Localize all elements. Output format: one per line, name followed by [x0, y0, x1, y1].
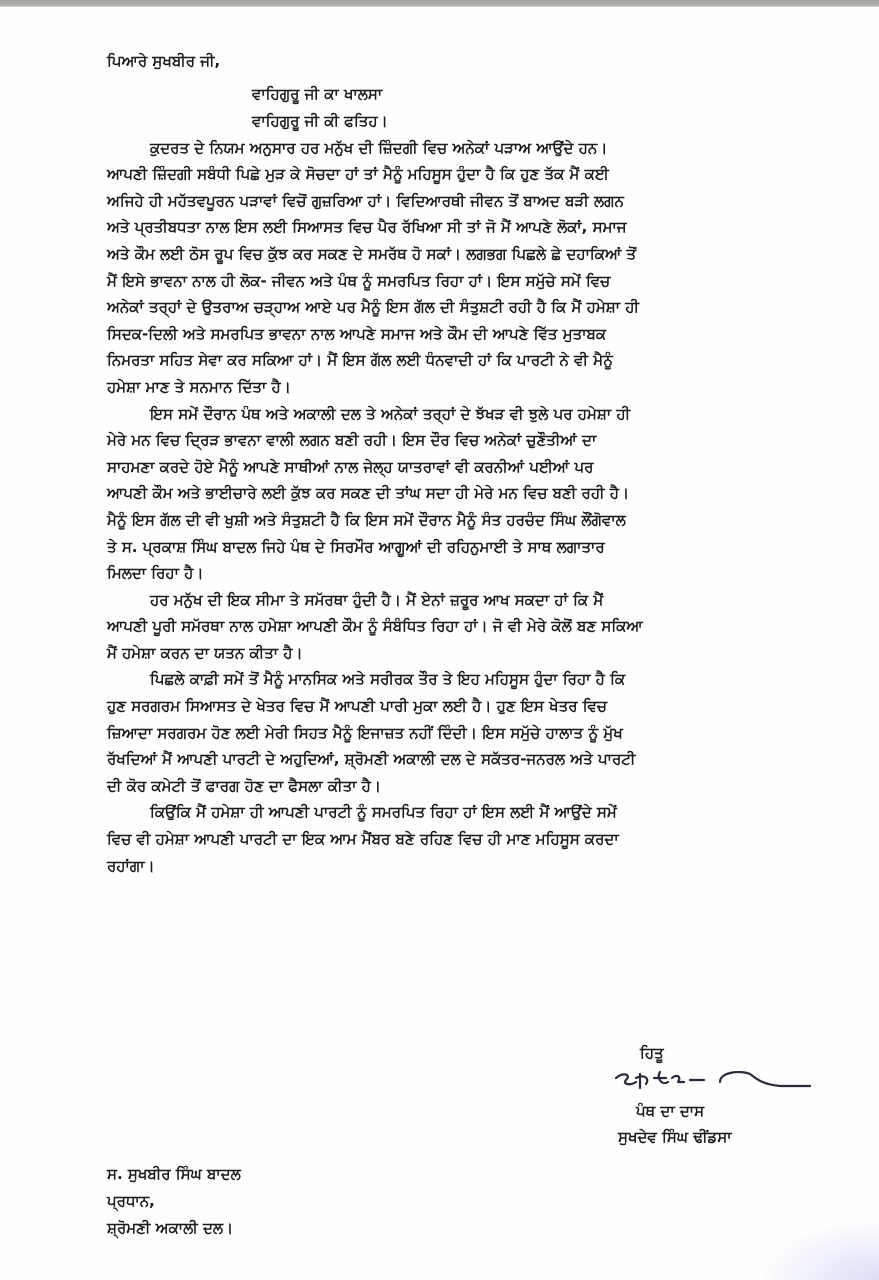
paragraph-line: ਅਤੇ ਕੌਮ ਲਈ ਠੋਸ ਰੂਪ ਵਿਚ ਕੁੱਝ ਕਰ ਸਕਣ ਦੇ ਸਮਰੱਥ ਹੋ ਸਕਾਂ। ਲਗਭਗ ਪਿਛਲੇ ਛੇ ਦਹਾਕਿਆਂ ਤੋਂ	[107, 244, 637, 263]
signatory-name: ਸੁਖਦੇਵ ਸਿੰਘ ਢੀਂਡਸਾ	[618, 1128, 732, 1146]
paragraph-line: ਦੀ ਕੋਰ ਕਮੇਟੀ ਤੋਂ ਫਾਰਗ ਹੋਣ ਦਾ ਫੈਸਲਾ ਕੀਤਾ ਹੈ।	[107, 776, 381, 795]
paragraph-line: ਰਹਾਂਗਾ।	[107, 856, 155, 875]
paragraph-line: ਕਿਉਂਕਿ ਮੈਂ ਹਮੇਸ਼ਾ ਹੀ ਆਪਣੀ ਪਾਰਟੀ ਨੂੰ ਸਮਰਪਿਤ ਰਿਹਾ ਹਾਂ ਇਸ ਲਈ ਮੈਂ ਆਉਂਦੇ ਸਮੇਂ	[150, 803, 617, 822]
paragraph-line: ਸਾਹਮਣਾ ਕਰਦੇ ਹੋਏ ਮੈਨੂੰ ਆਪਣੇ ਸਾਥੀਆਂ ਨਾਲ ਜੇਲ੍ਹ ਯਾਤਰਾਵਾਂ ਵੀ ਕਰਨੀਆਂ ਪਈਆਂ ਪਰ	[107, 457, 594, 476]
paragraph-1	[107, 135, 827, 401]
paragraph-line: ਕੁਦਰਤ ਦੇ ਨਿਯਮ ਅਨੁਸਾਰ ਹਰ ਮਨੁੱਖ ਦੀ ਜ਼ਿੰਦਗੀ ਵਿਚ ਅਨੇਕਾਂ ਪੜਾਅ ਆਉਂਦੇ ਹਨ।	[150, 138, 608, 157]
paragraph-line: ਤੇ ਸ. ਪ੍ਰਕਾਸ਼ ਸਿੰਘ ਬਾਦਲ ਜਿਹੇ ਪੰਥ ਦੇ ਸਿਰਮੌਰ ਆਗੂਆਂ ਦੀ ਰਹਿਨੁਮਾਈ ਤੇ ਸਾਥ ਲਗਾਤਾਰ	[107, 537, 605, 556]
paragraph-line: ਪਿਛਲੇ ਕਾਫ਼ੀ ਸਮੇਂ ਤੋਂ ਮੈਨੂੰ ਮਾਨਸਿਕ ਅਤੇ ਸਰੀਰਕ ਤੌਰ ਤੇ ਇਹ ਮਹਿਸੂਸ ਹੁੰਦਾ ਰਿਹਾ ਹੈ ਕਿ	[150, 670, 626, 689]
paragraph-2	[107, 401, 827, 587]
paragraph-line: ਵਿਚ ਵੀ ਹਮੇਸ਼ਾ ਆਪਣੀ ਪਾਰਟੀ ਦਾ ਇਕ ਆਮ ਮੈਂਬਰ ਬਣੇ ਰਹਿਣ ਵਿਚ ਹੀ ਮਾਣ ਮਹਿਸੂਸ ਕਰਦਾ	[107, 830, 619, 849]
paragraph-3	[107, 587, 827, 667]
paragraph-line: ਮੈਨੂੰ ਇਸ ਗੱਲ ਦੀ ਵੀ ਖੁਸ਼ੀ ਅਤੇ ਸੰਤੁਸ਼ਟੀ ਹੈ ਕਿ ਇਸ ਸਮੇਂ ਦੌਰਾਨ ਮੈਨੂੰ ਸੰਤ ਹਰਚੰਦ ਸਿੰਘ ਲੌਂਗੋਵਾਲ	[107, 510, 626, 529]
paragraph-line: ਮੇਰੇ ਮਨ ਵਿਚ ਦ੍ਰਿੜ ਭਾਵਨਾ ਵਾਲੀ ਲਗਨ ਬਣੀ ਰਹੀ। ਇਸ ਦੌਰ ਵਿਚ ਅਨੇਕਾਂ ਚੁਣੌਤੀਆਂ ਦਾ	[107, 431, 597, 450]
paragraph-line: ਮਿਲਦਾ ਰਿਹਾ ਹੈ।	[107, 564, 204, 583]
addressee-organization: ਸ਼੍ਰੋਮਣੀ ਅਕਾਲੀ ਦਲ।	[107, 1219, 234, 1237]
addressee-name: ਸ. ਸੁਖਬੀਰ ਸਿੰਘ ਬਾਦਲ	[107, 1165, 241, 1183]
signatory-title: ਪੰਥ ਦਾ ਦਾਸ	[636, 1102, 705, 1120]
paragraph-line: ਸਿਦਕ-ਦਿਲੀ ਅਤੇ ਸਮਰਪਿਤ ਭਾਵਨਾ ਨਾਲ ਆਪਣੇ ਸਮਾਜ ਅਤੇ ਕੌਮ ਦੀ ਆਪਣੇ ਵਿੱਤ ਮੁਤਾਬਕ	[107, 324, 607, 343]
paragraph-line: ਹਮੇਸ਼ਾ ਮਾਣ ਤੇ ਸਨਮਾਨ ਦਿੱਤਾ ਹੈ।	[107, 377, 291, 396]
photo-smudge	[759, 1220, 879, 1280]
top-edge-strip	[0, 0, 879, 7]
paragraph-line: ਅਨੇਕਾਂ ਤਰ੍ਹਾਂ ਦੇ ਉਤਰਾਅ ਚੜ੍ਹਾਅ ਆਏ ਪਰ ਮੈਨੂੰ ਇਸ ਗੱਲ ਦੀ ਸੰਤੁਸ਼ਟੀ ਰਹੀ ਹੈ ਕਿ ਮੈਂ ਹਮੇਸ਼ਾ ਹੀ	[107, 298, 639, 317]
paragraph-line: ਅਜਿਹੇ ਹੀ ਮਹੱਤਵਪੂਰਨ ਪੜਾਵਾਂ ਵਿਚੋਂ ਗੁਜ਼ਰਿਆ ਹਾਂ। ਵਿਦਿਆਰਥੀ ਜੀਵਨ ਤੋਂ ਬਾਅਦ ਬੜੀ ਲਗਨ	[107, 191, 624, 210]
paragraph-line: ਮੈਂ ਹਮੇਸ਼ਾ ਕਰਨ ਦਾ ਯਤਨ ਕੀਤਾ ਹੈ।	[107, 643, 303, 662]
salutation: ਪਿਆਰੇ ਸੁਖਬੀਰ ਜੀ,	[107, 52, 221, 70]
paragraph-line: ਨਿਮਰਤਾ ਸਹਿਤ ਸੇਵਾ ਕਰ ਸਕਿਆ ਹਾਂ। ਮੈਂ ਇਸ ਗੱਲ ਲਈ ਧੰਨਵਾਦੀ ਹਾਂ ਕਿ ਪਾਰਟੀ ਨੇ ਵੀ ਮੈਨੂੰ	[107, 351, 613, 370]
addressee-title: ਪ੍ਰਧਾਨ,	[107, 1192, 155, 1210]
letter-body	[107, 48, 827, 879]
paragraph-5	[107, 799, 827, 879]
signature-icon	[610, 1064, 830, 1104]
paragraph-4	[107, 666, 827, 799]
paragraph-line: ਆਪਣੀ ਜ਼ਿੰਦਗੀ ਸਬੰਧੀ ਪਿਛੇ ਮੁੜ ਕੇ ਸੋਚਦਾ ਹਾਂ ਤਾਂ ਮੈਨੂੰ ਮਹਿਸੂਸ ਹੁੰਦਾ ਹੈ ਕਿ ਹੁਣ ਤੱਕ ਮੈਂ ਕਈ	[107, 165, 609, 184]
valediction: ਹਿਤੂ	[640, 1044, 664, 1062]
paragraph-line: ਆਪਣੀ ਪੂਰੀ ਸਮੱਰਥਾ ਨਾਲ ਹਮੇਸ਼ਾ ਆਪਣੀ ਕੌਮ ਨੂੰ ਸੰਬੰਧਿਤ ਰਿਹਾ ਹਾਂ। ਜੋ ਵੀ ਮੇਰੇ ਕੋਲੋਂ ਬਣ ਸਕਿਆ	[107, 617, 643, 636]
addressee-block	[107, 1161, 241, 1242]
paragraph-line: ਇਸ ਸਮੇਂ ਦੌਰਾਨ ਪੰਥ ਅਤੇ ਅਕਾਲੀ ਦਲ ਤੇ ਅਨੇਕਾਂ ਤਰ੍ਹਾਂ ਦੇ ਝੱਖੜ ਵੀ ਝੁਲੇ ਪਰ ਹਮੇਸ਼ਾ ਹੀ	[150, 404, 631, 423]
letter-closing	[618, 1040, 818, 1150]
greeting-line-2: ਵਾਹਿਗੁਰੂ ਜੀ ਕੀ ਫਤਿਹ।	[252, 111, 388, 130]
paragraph-line: ਹੁਣ ਸਰਗਰਮ ਸਿਆਸਤ ਦੇ ਖੇਤਰ ਵਿਚ ਮੈਂ ਆਪਣੀ ਪਾਰੀ ਮੁਕਾ ਲਈ ਹੈ। ਹੁਣ ਇਸ ਖੇਤਰ ਵਿਚ	[107, 697, 608, 716]
paragraph-line: ਜ਼ਿਆਦਾ ਸਰਗਰਮ ਹੋਣ ਲਈ ਮੇਰੀ ਸਿਹਤ ਮੈਨੂੰ ਇਜਾਜ਼ਤ ਨਹੀਂ ਦਿੰਦੀ। ਇਸ ਸਮੁੱਚੇ ਹਾਲਾਤ ਨੂੰ ਮੁੱਖ	[107, 723, 623, 742]
greeting-line-1: ਵਾਹਿਗੁਰੂ ਜੀ ਕਾ ਖਾਲਸਾ	[252, 84, 383, 103]
paragraph-line: ਮੈਂ ਇਸੇ ਭਾਵਨਾ ਨਾਲ ਹੀ ਲੋਕ- ਜੀਵਨ ਅਤੇ ਪੰਥ ਨੂੰ ਸਮਰਪਿਤ ਰਿਹਾ ਹਾਂ। ਇਸ ਸਮੁੱਚੇ ਸਮੇਂ ਵਿਚ	[107, 271, 611, 290]
paragraph-line: ਹਰ ਮਨੁੱਖ ਦੀ ਇਕ ਸੀਮਾ ਤੇ ਸਮੱਰਥਾ ਹੁੰਦੀ ਹੈ। ਮੈਂ ਏਨਾਂ ਜ਼ਰੂਰ ਆਖ ਸਕਦਾ ਹਾਂ ਕਿ ਮੈਂ	[150, 590, 604, 609]
paragraph-line: ਅਤੇ ਪ੍ਰਤੀਬਧਤਾ ਨਾਲ ਇਸ ਲਈ ਸਿਆਸਤ ਵਿਚ ਪੈਰ ਰੱਖਿਆ ਸੀ ਤਾਂ ਜੋ ਮੈਂ ਆਪਣੇ ਲੋਕਾਂ, ਸਮਾਜ	[107, 218, 627, 237]
paragraph-line: ਆਪਣੀ ਕੌਮ ਅਤੇ ਭਾਈਚਾਰੇ ਲਈ ਕੁੱਝ ਕਰ ਸਕਣ ਦੀ ਤਾਂਘ ਸਦਾ ਹੀ ਮੇਰੇ ਮਨ ਵਿਚ ਬਣੀ ਰਹੀ ਹੈ।	[107, 484, 630, 503]
handwritten-signature	[618, 1066, 818, 1098]
paragraph-line: ਰੱਖਦਿਆਂ ਮੈਂ ਆਪਣੀ ਪਾਰਟੀ ਦੇ ਅਹੁਦਿਆਂ, ਸ਼੍ਰੋਮਣੀ ਅਕਾਲੀ ਦਲ ਦੇ ਸਕੱਤਰ-ਜਨਰਲ ਅਤੇ ਪਾਰਟੀ	[107, 750, 636, 769]
